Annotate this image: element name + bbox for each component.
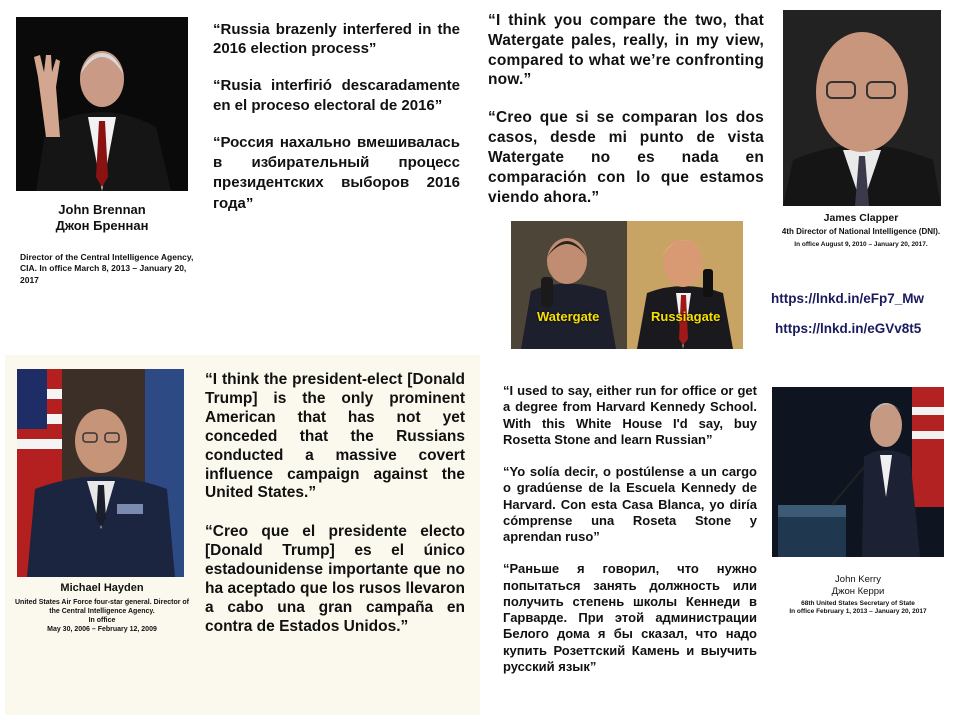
clapper-quote-en: “I think you compare the two, that Watergate pales, really, in my view, compared to what we’re confronting now.” <box>488 12 764 89</box>
kerry-quote-en: “I used to say, either run for office or get a degree from Harvard Kennedy School. With this White House I'd say, buy Rosetta Stone and learn Russian” <box>503 383 757 447</box>
clapper-caption <box>776 212 946 249</box>
kerry-name-ru: Джон Керри <box>831 585 885 597</box>
hayden-title: United States Air Force four-star general. Director of the Central Intelligence Agency. <box>15 598 189 615</box>
brennan-quote-es: “Rusia interfirió descaradamente en el proceso electoral de 2016” <box>213 77 460 114</box>
kerry-title: 68th United States Secretary of State <box>801 599 915 607</box>
hayden-photo <box>17 369 184 577</box>
hayden-term: May 30, 2006 – February 12, 2009 <box>47 626 157 634</box>
brennan-quote-en: “Russia brazenly interfered in the 2016 election process” <box>213 21 460 58</box>
russiagate-label: Russiagate <box>651 309 721 324</box>
hayden-name: Michael Hayden <box>60 582 144 594</box>
kerry-photo <box>772 387 944 557</box>
brennan-title: Director of the Central Intelligence Agency, CIA. In office March 8, 2013 – January 20, 2017 <box>20 252 194 285</box>
clapper-name: James Clapper <box>823 212 899 224</box>
brennan-caption <box>16 202 188 235</box>
brennan-quotes <box>213 20 460 232</box>
kerry-caption <box>772 574 944 617</box>
kerry-quote-es: “Yo solía decir, o postúlense a un cargo o gradúense de la Escuela Kennedy de Harvard. Con esta Casa Blanca, yo diría cómprense una Roseta Stone y aprendan ruso” <box>503 464 757 544</box>
hayden-quote-en: “I think the president-elect [Donald Trump] is the only prominent American that has not yet conceded that the Russians conducted a massive covert influence campaign against the United States.” <box>205 371 465 502</box>
kerry-quote-ru: “Раньше я говорил, что нужно попытаться занять должность или получить степень школы Кеннеди в Гарварде. При этой администрации Белого дома я бы сказал, что надо купить Розеттский Камень и выучить русский язык” <box>503 561 757 674</box>
hayden-quotes <box>205 371 465 655</box>
hayden-term-label: In office <box>88 616 116 624</box>
link-2[interactable]: https://lnkd.in/eGVv8t5 <box>775 321 922 336</box>
brennan-quote-ru: “Россия нахально вмешивалась в избирательный процесс президентских выборов 2016 года” <box>213 133 460 212</box>
link-1[interactable]: https://lnkd.in/eFp7_Mw <box>771 291 925 306</box>
kerry-term: In office February 1, 2013 – January 20, 2017 <box>789 608 927 616</box>
brennan-photo <box>16 17 188 191</box>
clapper-quotes <box>488 11 764 225</box>
brennan-name-ru: Джон Бреннан <box>55 218 149 234</box>
kerry-name-en: John Kerry <box>835 574 881 585</box>
clapper-term: In office August 9, 2010 – January 20, 2017. <box>794 240 928 248</box>
watergate-russiagate-photo <box>511 221 743 349</box>
clapper-quote-es: “Creo que si se comparan los dos casos, desde mi punto de vista Watergate no es nada en comparación con lo que estamos viendo ahora.” <box>488 109 764 206</box>
kerry-quotes <box>503 383 757 693</box>
hayden-caption <box>14 582 190 634</box>
hayden-quote-es: “Creo que el presidente electo [Donald Trump] es el único estadounidense importante que no ha aceptado que los rusos llevaron a cabo una gran campaña en contra de Estados Unidos.” <box>205 523 465 635</box>
brennan-name-en: John Brennan <box>58 202 146 217</box>
clapper-photo <box>783 10 941 206</box>
watergate-label: Watergate <box>537 309 600 324</box>
clapper-title: 4th Director of National Intelligence (DNI). <box>781 227 941 237</box>
